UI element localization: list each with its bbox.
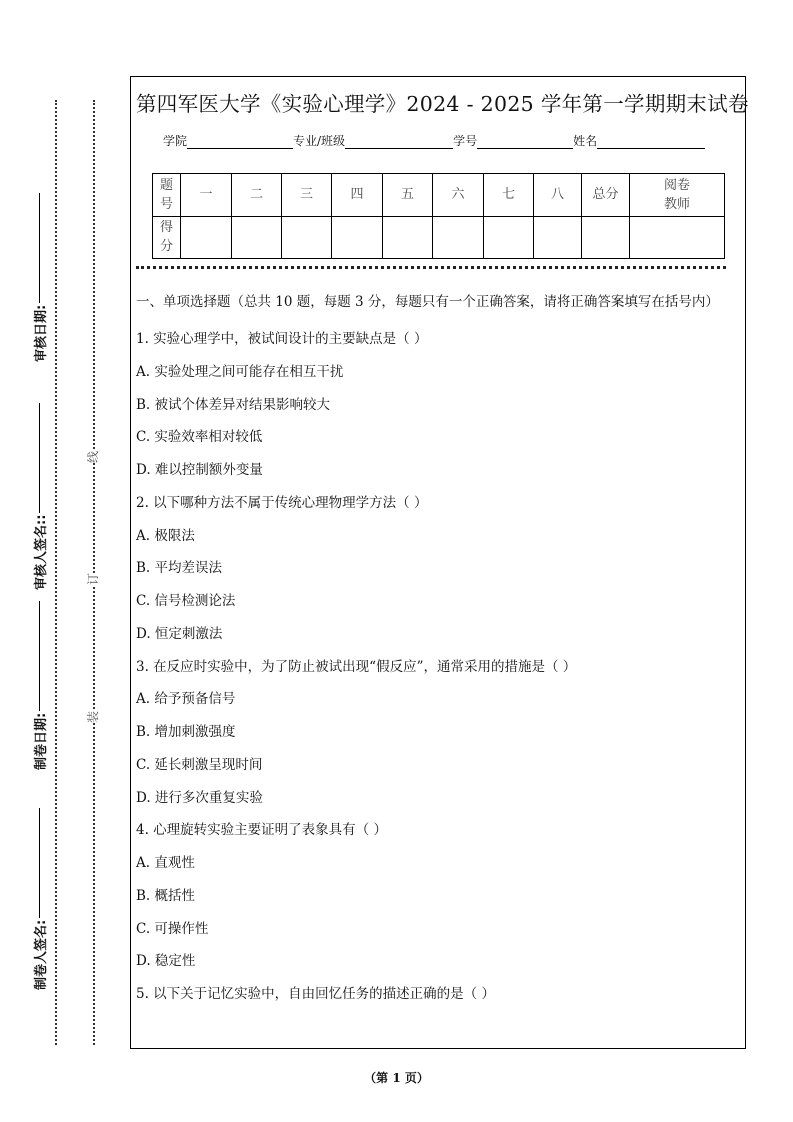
header-cell: 二	[232, 174, 282, 217]
option-line: C. 可操作性	[136, 920, 209, 937]
question-body	[136, 291, 741, 1011]
review-date-label: 审核日期:	[34, 304, 49, 362]
option-line: A. 直观性	[136, 855, 195, 871]
header-cell: 八	[534, 174, 582, 217]
header-cell: 总分	[582, 174, 630, 217]
option-line: C. 信号检测论法	[136, 593, 236, 609]
header-cell: 阅卷教师	[630, 174, 725, 217]
score-cell[interactable]	[582, 216, 630, 259]
outer-dotted-line	[55, 100, 57, 1045]
maker-signature-label: 制卷人签名:	[34, 919, 49, 990]
score-cell[interactable]	[181, 216, 232, 259]
make-date-label: 制卷日期:	[34, 712, 49, 770]
option-line: B. 增加刺激强度	[136, 724, 236, 740]
score-cell[interactable]	[534, 216, 582, 259]
header-cell: 五	[383, 174, 433, 217]
make-date-line[interactable]	[39, 601, 40, 711]
college-field[interactable]	[187, 135, 293, 149]
name-field[interactable]	[597, 135, 705, 149]
header-cell: 六	[433, 174, 484, 217]
name-label: 姓名	[573, 134, 598, 148]
reviewer-signature-line[interactable]	[39, 403, 40, 513]
question-line: 3. 在反应时实验中，为了防止被试出现“假反应”，通常采用的措施是（ ）	[136, 658, 577, 675]
header-cell: 一	[181, 174, 232, 217]
option-line: B. 概括性	[136, 887, 196, 904]
score-cell[interactable]	[630, 216, 725, 259]
binding-mark-zhuang: 装	[86, 710, 101, 724]
binding-mark-ding: 订	[86, 572, 101, 586]
review-date-field	[30, 193, 49, 362]
score-cell[interactable]	[332, 216, 383, 259]
option-line: D. 恒定刺激法	[136, 625, 223, 642]
option-line: C. 实验效率相对较低	[136, 429, 263, 446]
header-cell: 三	[282, 174, 332, 217]
option-line: D. 进行多次重复实验	[136, 789, 263, 806]
student-info	[163, 132, 705, 149]
option-line: A. 实验处理之间可能存在相互干扰	[136, 363, 344, 380]
question-line: 5. 以下关于记忆实验中，自由回忆任务的描述正确的是（ ）	[136, 986, 495, 1002]
score-table-header-row	[153, 174, 725, 217]
major-field[interactable]	[345, 135, 453, 149]
header-cell: 题号	[153, 174, 181, 217]
question-line: 2. 以下哪种方法不属于传统心理物理学方法（ ）	[136, 494, 428, 511]
score-cell[interactable]	[232, 216, 282, 259]
college-label: 学院	[163, 134, 188, 148]
option-line: B. 被试个体差异对结果影响较大	[136, 396, 331, 413]
score-table-score-row	[153, 216, 725, 259]
id-label: 学号	[453, 134, 478, 148]
option-line: C. 延长刺激呈现时间	[136, 756, 263, 773]
score-cell[interactable]	[484, 216, 534, 259]
binding-mark-xian: 线	[86, 450, 101, 464]
option-line: B. 平均差误法	[136, 560, 223, 577]
score-table	[152, 173, 725, 259]
option-line: A. 给予预备信号	[136, 691, 236, 708]
option-line: A. 极限法	[136, 527, 195, 544]
section-heading: 一、单项选择题（总共 10 题，每题 3 分，每题只有一个正确答案，请将正确答案填写在括号内）	[136, 294, 719, 310]
option-line: D. 稳定性	[136, 953, 196, 970]
score-cell[interactable]	[433, 216, 484, 259]
option-line: D. 难以控制额外变量	[136, 462, 263, 478]
review-date-line[interactable]	[39, 193, 40, 303]
score-cell[interactable]	[282, 216, 332, 259]
header-cell: 七	[484, 174, 534, 217]
page-title: 第四军医大学《实验心理学》2024 - 2025 学年第一学期期末试卷	[136, 92, 749, 116]
row-label: 得分	[153, 216, 181, 259]
page-number: （第 1 页）	[364, 1071, 429, 1085]
separator-dotted-line	[136, 266, 726, 269]
make-date-field	[30, 601, 49, 770]
score-cell[interactable]	[383, 216, 433, 259]
id-field[interactable]	[477, 135, 573, 149]
maker-signature-line[interactable]	[39, 808, 40, 918]
reviewer-signature-field	[30, 403, 49, 590]
header-cell: 四	[332, 174, 383, 217]
maker-signature-field	[30, 808, 49, 990]
question-line: 4. 心理旋转实验主要证明了表象具有（ ）	[136, 822, 387, 839]
reviewer-signature-label: 审核人签名::	[34, 514, 49, 590]
major-label: 专业/班级	[293, 134, 346, 148]
question-line: 1. 实验心理学中，被试间设计的主要缺点是（ ）	[136, 331, 428, 347]
